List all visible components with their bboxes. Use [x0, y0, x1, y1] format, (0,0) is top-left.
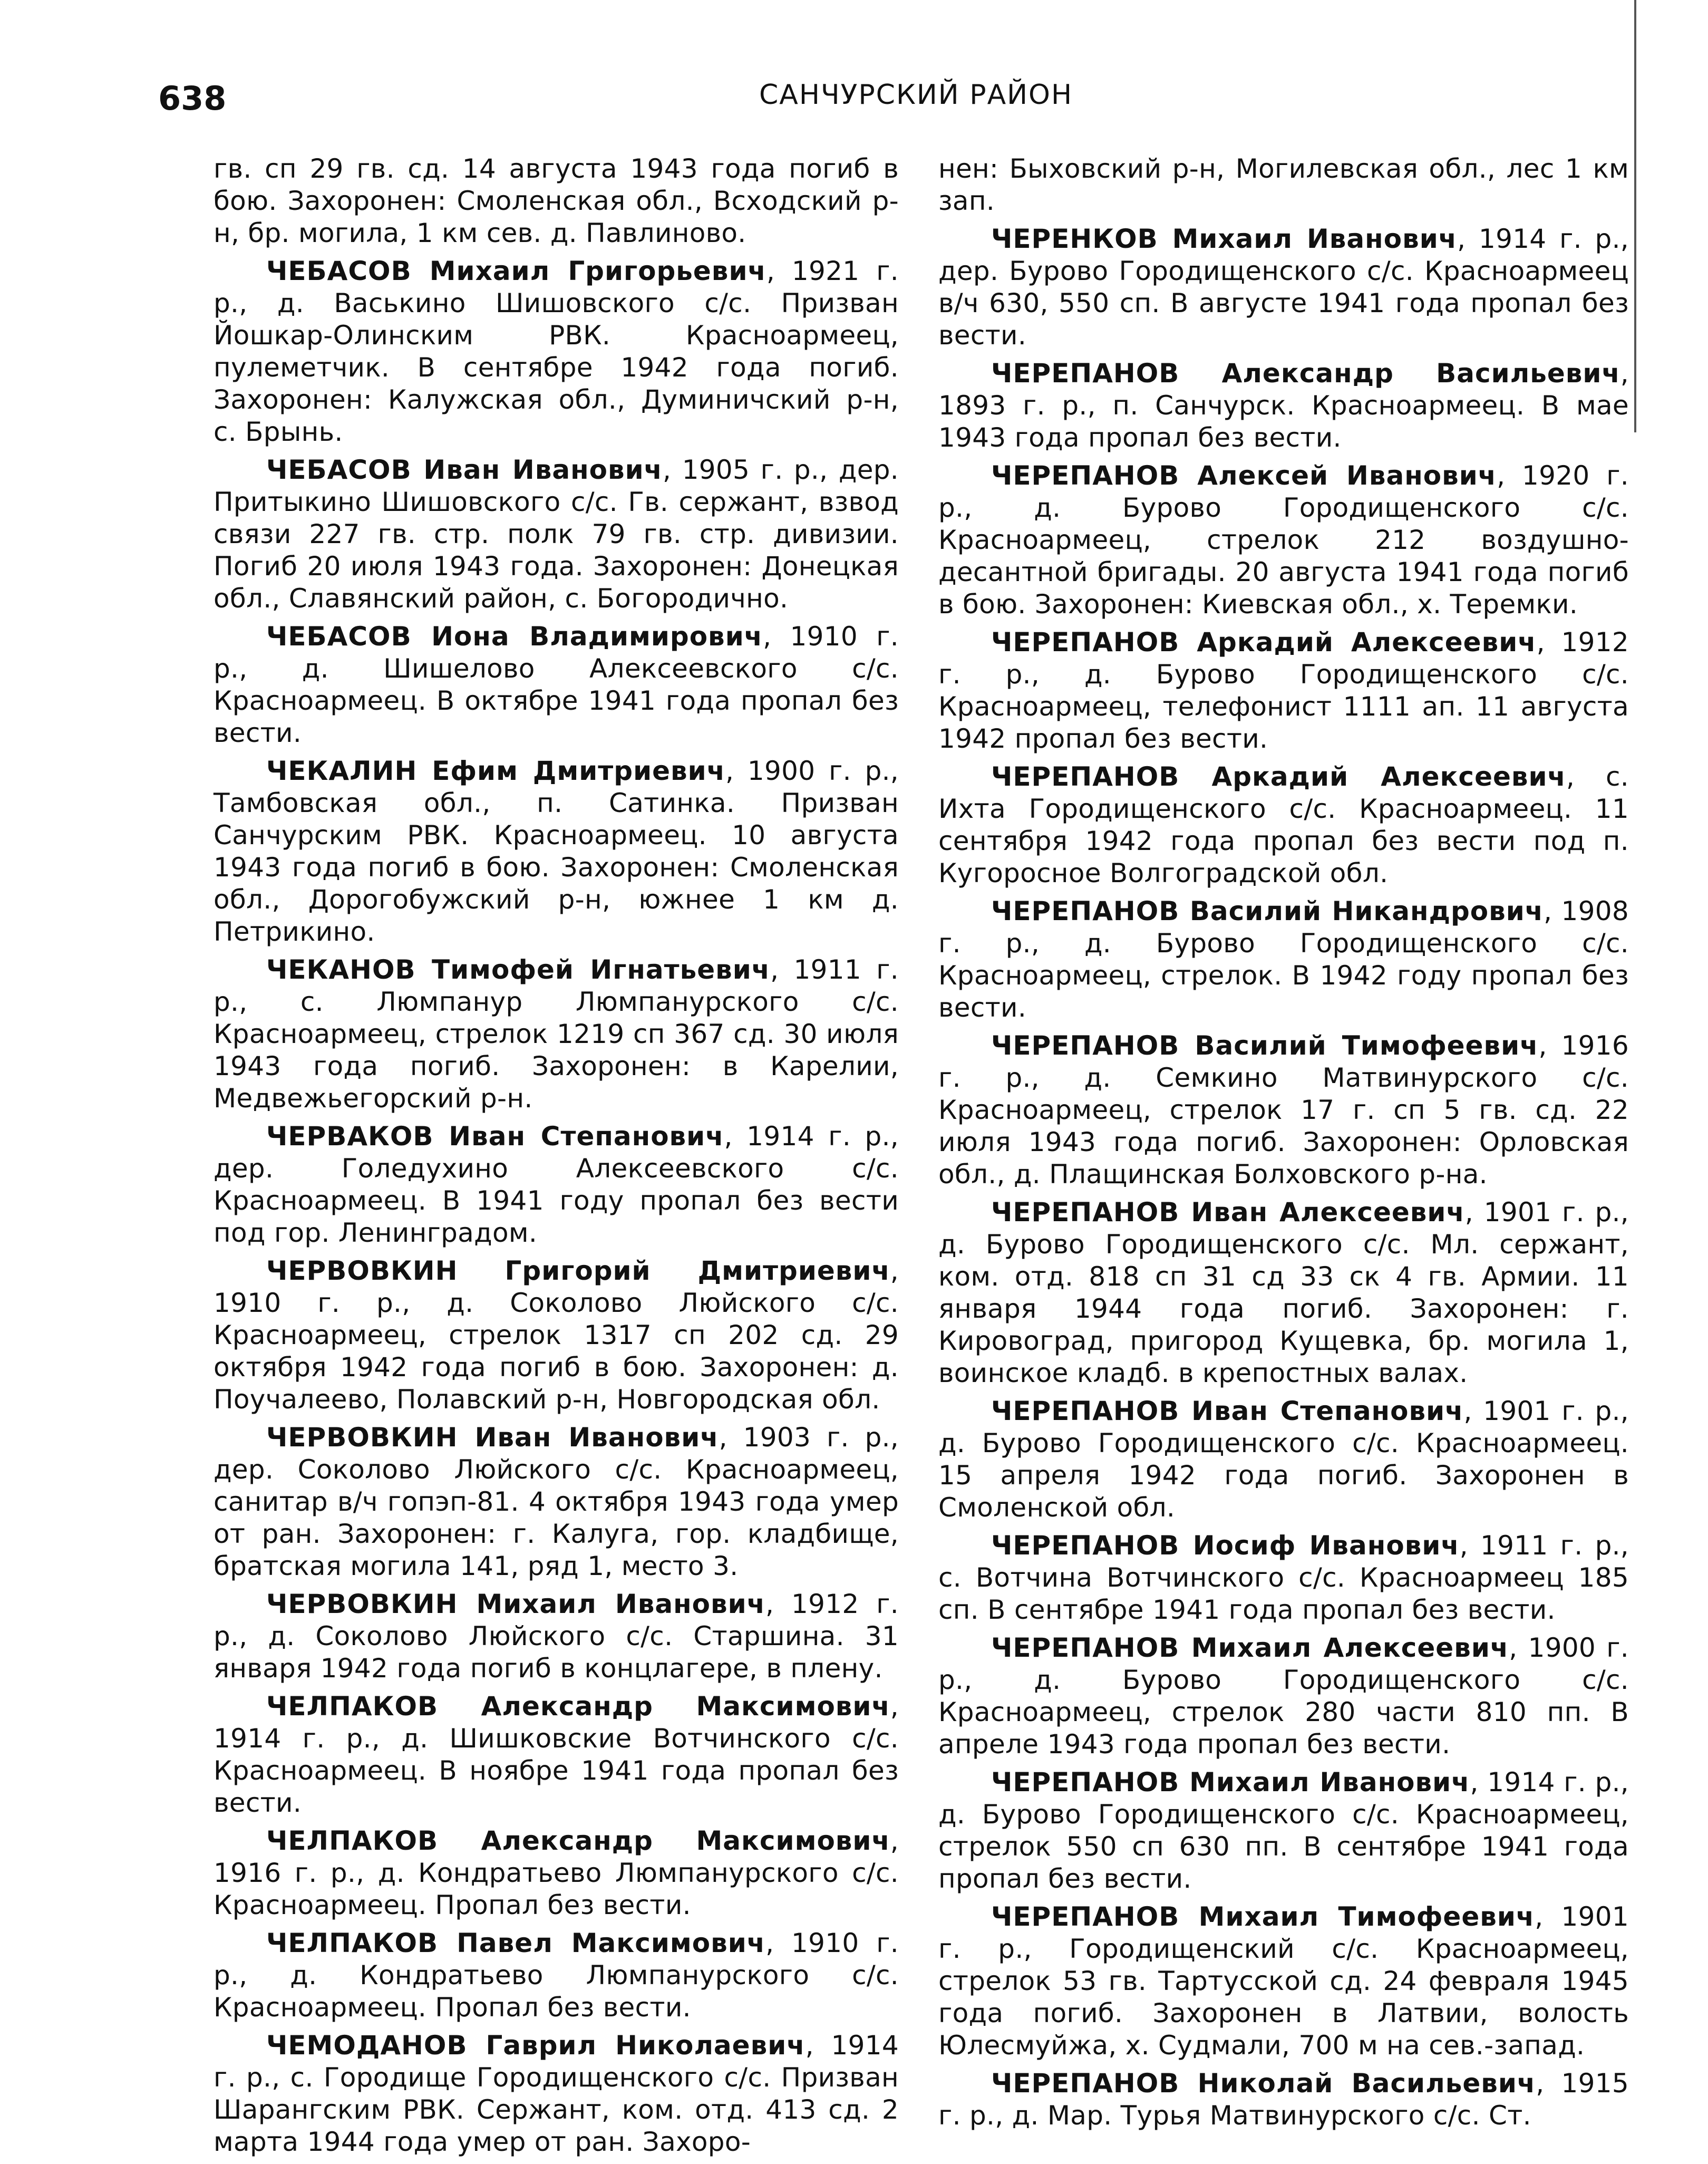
- entry-name: ЧЕРЕПАНОВ Василий Никандрович: [991, 896, 1544, 926]
- entry-name: ЧЕРВОВКИН Григорий Дмитриевич: [266, 1255, 890, 1286]
- entry-name: ЧЕРВОВКИН Иван Иванович: [266, 1422, 719, 1453]
- entry: [214, 1422, 899, 1582]
- entry: [214, 2030, 899, 2158]
- entry-text: , 1905 г. р., дер. Притыкино Шишовского с/с. Гв. сержант, взвод связи 227 гв. стр. полк 79 гв. стр. дивизии. Погиб 20 июля 1943 года. Захоронен: Донецкая обл., Славянский район, с. Богородично.: [214, 455, 899, 614]
- entry-name: ЧЕРЕПАНОВ Михаил Алексеевич: [991, 1632, 1509, 1663]
- entry: [938, 895, 1629, 1024]
- entry-name: ЧЕЛПАКОВ Александр Максимович: [266, 1691, 890, 1722]
- entry-text: , 1910 г. р., д. Кондратьево Люмпанурского с/с. Красноармеец. Пропал без вести.: [214, 1928, 899, 2023]
- entry: [214, 454, 899, 615]
- entry-name: ЧЕБАСОВ Иван Иванович: [266, 455, 663, 485]
- entry-name: ЧЕРЕПАНОВ Иосиф Иванович: [991, 1530, 1460, 1561]
- entry-name: ЧЕБАСОВ Иона Владимирович: [266, 621, 763, 652]
- running-head: САНЧУРСКИЙ РАЙОН: [759, 79, 1073, 111]
- entry: [214, 1690, 899, 1819]
- entry-text: , 1914 г. р., д. Бурово Городищенского с/с. Красноармеец, стрелок 550 сп 630 пп. В сентябре 1941 года пропал без вести.: [938, 1767, 1629, 1894]
- entry-text: , 1916 г. р., д. Кондратьево Люмпанурского с/с. Красноармеец. Пропал без вести.: [214, 1825, 899, 1920]
- entry-name: ЧЕРЕПАНОВ Иван Алексеевич: [991, 1197, 1465, 1228]
- left-column: [214, 153, 899, 2164]
- entry: [214, 621, 899, 749]
- entry: [214, 153, 899, 249]
- entry: [938, 1766, 1629, 1895]
- entry-name: ЧЕРЕПАНОВ Василий Тимофеевич: [991, 1030, 1539, 1061]
- entry: [938, 1901, 1629, 2062]
- entry-name: ЧЕРЕПАНОВ Аркадий Алексеевич: [991, 627, 1537, 658]
- entry-name: ЧЕРЕПАНОВ Алексей Иванович: [991, 460, 1497, 491]
- entry-name: ЧЕРЕПАНОВ Михаил Иванович: [991, 1767, 1470, 1798]
- entry-name: ЧЕРЕПАНОВ Александр Васильевич: [991, 358, 1620, 389]
- entry-text: , 1910 г. р., д. Шишелово Алексеевского с/с. Красноармеец. В октябре 1941 года пропал без вести.: [214, 621, 899, 748]
- entry-name: ЧЕЛПАКОВ Александр Максимович: [266, 1825, 890, 1856]
- entry-text: , 1914 г. р., дер. Бурово Городищенского с/с. Красноармеец в/ч 630, 550 сп. В августе 1941 года пропал без вести.: [938, 224, 1629, 351]
- entry-text: , 1912 г. р., д. Бурово Городищенского с/с. Красноармеец, телефонист 1111 ап. 11 августа 1942 пропал без вести.: [938, 627, 1629, 754]
- entry: [938, 2068, 1629, 2132]
- page-number: 638: [158, 79, 227, 118]
- entry: [214, 1825, 899, 1921]
- entry-text: , 1921 г. р., д. Васькино Шишовского с/с. Призван Йошкар-Олинским РВК. Красноармеец, пулеметчик. В сентябре 1942 года погиб. Захоронен: Калужская обл., Думиничский р-н, с. Брынь.: [214, 256, 899, 447]
- entry-text: , 1914 г. р., дер. Голедухино Алексеевского с/с. Красноармеец. В 1941 году пропал без вести под гор. Ленинградом.: [214, 1121, 899, 1248]
- entry-name: ЧЕРЕПАНОВ Иван Степанович: [991, 1396, 1464, 1426]
- entry: [938, 1530, 1629, 1626]
- entry-name: ЧЕРЕНКОВ Михаил Иванович: [991, 224, 1458, 254]
- entry-name: ЧЕРВОВКИН Михаил Иванович: [266, 1589, 766, 1619]
- entry-name: ЧЕРЕПАНОВ Николай Васильевич: [991, 2068, 1536, 2099]
- entry-name: ЧЕРЕПАНОВ Михаил Тимофеевич: [991, 1901, 1535, 1932]
- entry-name: ЧЕБАСОВ Михаил Григорьевич: [266, 256, 766, 286]
- entry-name: ЧЕРЕПАНОВ Аркадий Алексеевич: [991, 761, 1566, 792]
- entry-text: , с. Ихта Городищенского с/с. Красноармеец. 11 сентября 1942 года пропал без вести под п. Кугоросное Волгоградской обл.: [938, 761, 1629, 888]
- entry: [938, 153, 1629, 217]
- entry-text: , 1901 г. р., д. Бурово Городищенского с/с. Красноармеец. 15 апреля 1942 года погиб. Захоронен в Смоленской обл.: [938, 1396, 1629, 1523]
- entry-name: ЧЕМОДАНОВ Гаврил Николаевич: [266, 2030, 806, 2061]
- entry-name: ЧЕРВАКОВ Иван Степанович: [266, 1121, 724, 1152]
- entry: [214, 755, 899, 948]
- entry-text: , 1920 г. р., д. Бурово Городищенского с/с. Красноармеец, стрелок 212 воздушно-десантной бригады. 20 августа 1941 года погиб в бою. Захоронен: Киевская обл., х. Теремки.: [938, 460, 1629, 620]
- entry: [214, 1255, 899, 1416]
- entry: [214, 255, 899, 448]
- entry-text: , 1911 г. р., с. Вотчина Вотчинского с/с. Красноармеец 185 сп. В сентябре 1941 года пропал без вести.: [938, 1530, 1629, 1625]
- entry: [938, 761, 1629, 890]
- entry-text: , 1914 г. р., д. Шишковские Вотчинского с/с. Красноармеец. В ноябре 1941 года пропал без вести.: [214, 1691, 899, 1818]
- scan-edge-line: [1634, 0, 1636, 432]
- entry-text: , 1893 г. р., п. Санчурск. Красноармеец. В мае 1943 года пропал без вести.: [938, 358, 1629, 453]
- entry-text: , 1916 г. р., д. Семкино Матвинурского с/с. Красноармеец, стрелок 17 г. сп 5 гв. сд. 22 июля 1943 года погиб. Захоронен: Орловская обл., д. Плащинская Болховского р-на.: [938, 1030, 1629, 1190]
- entry-text: , 1915 г. р., д. Мар. Турья Матвинурского с/с. Ст.: [938, 2068, 1629, 2131]
- entry: [214, 1120, 899, 1249]
- entry: [938, 1030, 1629, 1191]
- entry-name: ЧЕЛПАКОВ Павел Максимович: [266, 1928, 766, 1958]
- entry-text: нен: Быховский р-н, Могилевская обл., лес 1 км зап.: [938, 153, 1629, 216]
- entry-text: , 1903 г. р., дер. Соколово Люйского с/с. Красноармеец, санитар в/ч гопэп-81. 4 октября 1943 года умер от ран. Захоронен: г. Калуга, гор. кладбище, братская могила 141, ряд 1, место 3.: [214, 1422, 899, 1581]
- entry-text: гв. сп 29 гв. сд. 14 августа 1943 года погиб в бою. Захоронен: Смоленская обл., Всходский р-н, бр. могила, 1 км сев. д. Павлиново.: [214, 153, 899, 248]
- entry-text: , 1901 г. р., д. Бурово Городищенского с/с. Мл. сержант, ком. отд. 818 сп 31 сд 33 ск 4 гв. Армии. 11 января 1944 года погиб. Захоронен: г. Кировоград, пригород Кущевка, бр. могила 1, воинское кладб. в крепостных валах.: [938, 1197, 1629, 1388]
- entry: [938, 1395, 1629, 1524]
- entry: [938, 460, 1629, 621]
- entry-text: , 1900 г. р., Тамбовская обл., п. Сатинка. Призван Санчурским РВК. Красноармеец. 10 августа 1943 года погиб в бою. Захоронен: Смоленская обл., Дорогобужский р-н, южнее 1 км д. Петрикино.: [214, 756, 899, 947]
- entry-text: , 1911 г. р., с. Люмпанур Люмпанурского с/с. Красноармеец, стрелок 1219 сп 367 сд. 30 июля 1943 года погиб. Захоронен: в Карелии, Медвежьегорский р-н.: [214, 954, 899, 1114]
- entry-text: , 1910 г. р., д. Соколово Люйского с/с. Красноармеец, стрелок 1317 сп 202 сд. 29 октября 1942 года погиб в бою. Захоронен: д. Поучалеево, Полавский р-н, Новгородская обл.: [214, 1255, 899, 1415]
- entry-text: , 1901 г. р., Городищенский с/с. Красноармеец, стрелок 53 гв. Тартусской сд. 24 февраля 1945 года погиб. Захоронен в Латвии, волость Юлесмуйжа, х. Судмали, 700 м на сев.-запад.: [938, 1901, 1629, 2061]
- entry: [938, 1196, 1629, 1389]
- entry-name: ЧЕКАНОВ Тимофей Игнатьевич: [266, 954, 771, 985]
- entry: [214, 1588, 899, 1685]
- entry: [938, 1632, 1629, 1761]
- entry: [214, 1927, 899, 2024]
- entry: [938, 358, 1629, 454]
- entry-text: , 1900 г. р., д. Бурово Городищенского с/с. Красноармеец, стрелок 280 части 810 пп. В апреле 1943 года пропал без вести.: [938, 1632, 1629, 1760]
- entry: [938, 223, 1629, 352]
- entry: [214, 954, 899, 1115]
- entry-text: , 1908 г. р., д. Бурово Городищенского с/с. Красноармеец, стрелок. В 1942 году пропал без вести.: [938, 896, 1629, 1023]
- entry-text: , 1912 г. р., д. Соколово Люйского с/с. Старшина. 31 января 1942 года погиб в концлагере, в плену.: [214, 1589, 899, 1684]
- right-column: [938, 153, 1629, 2138]
- entry-name: ЧЕКАЛИН Ефим Дмитриевич: [266, 756, 726, 786]
- entry-text: , 1914 г. р., с. Городище Городищенского с/с. Призван Шарангским РВК. Сержант, ком. отд. 413 сд. 2 марта 1944 года умер от ран. Захоро-: [214, 2030, 899, 2157]
- entry: [938, 626, 1629, 755]
